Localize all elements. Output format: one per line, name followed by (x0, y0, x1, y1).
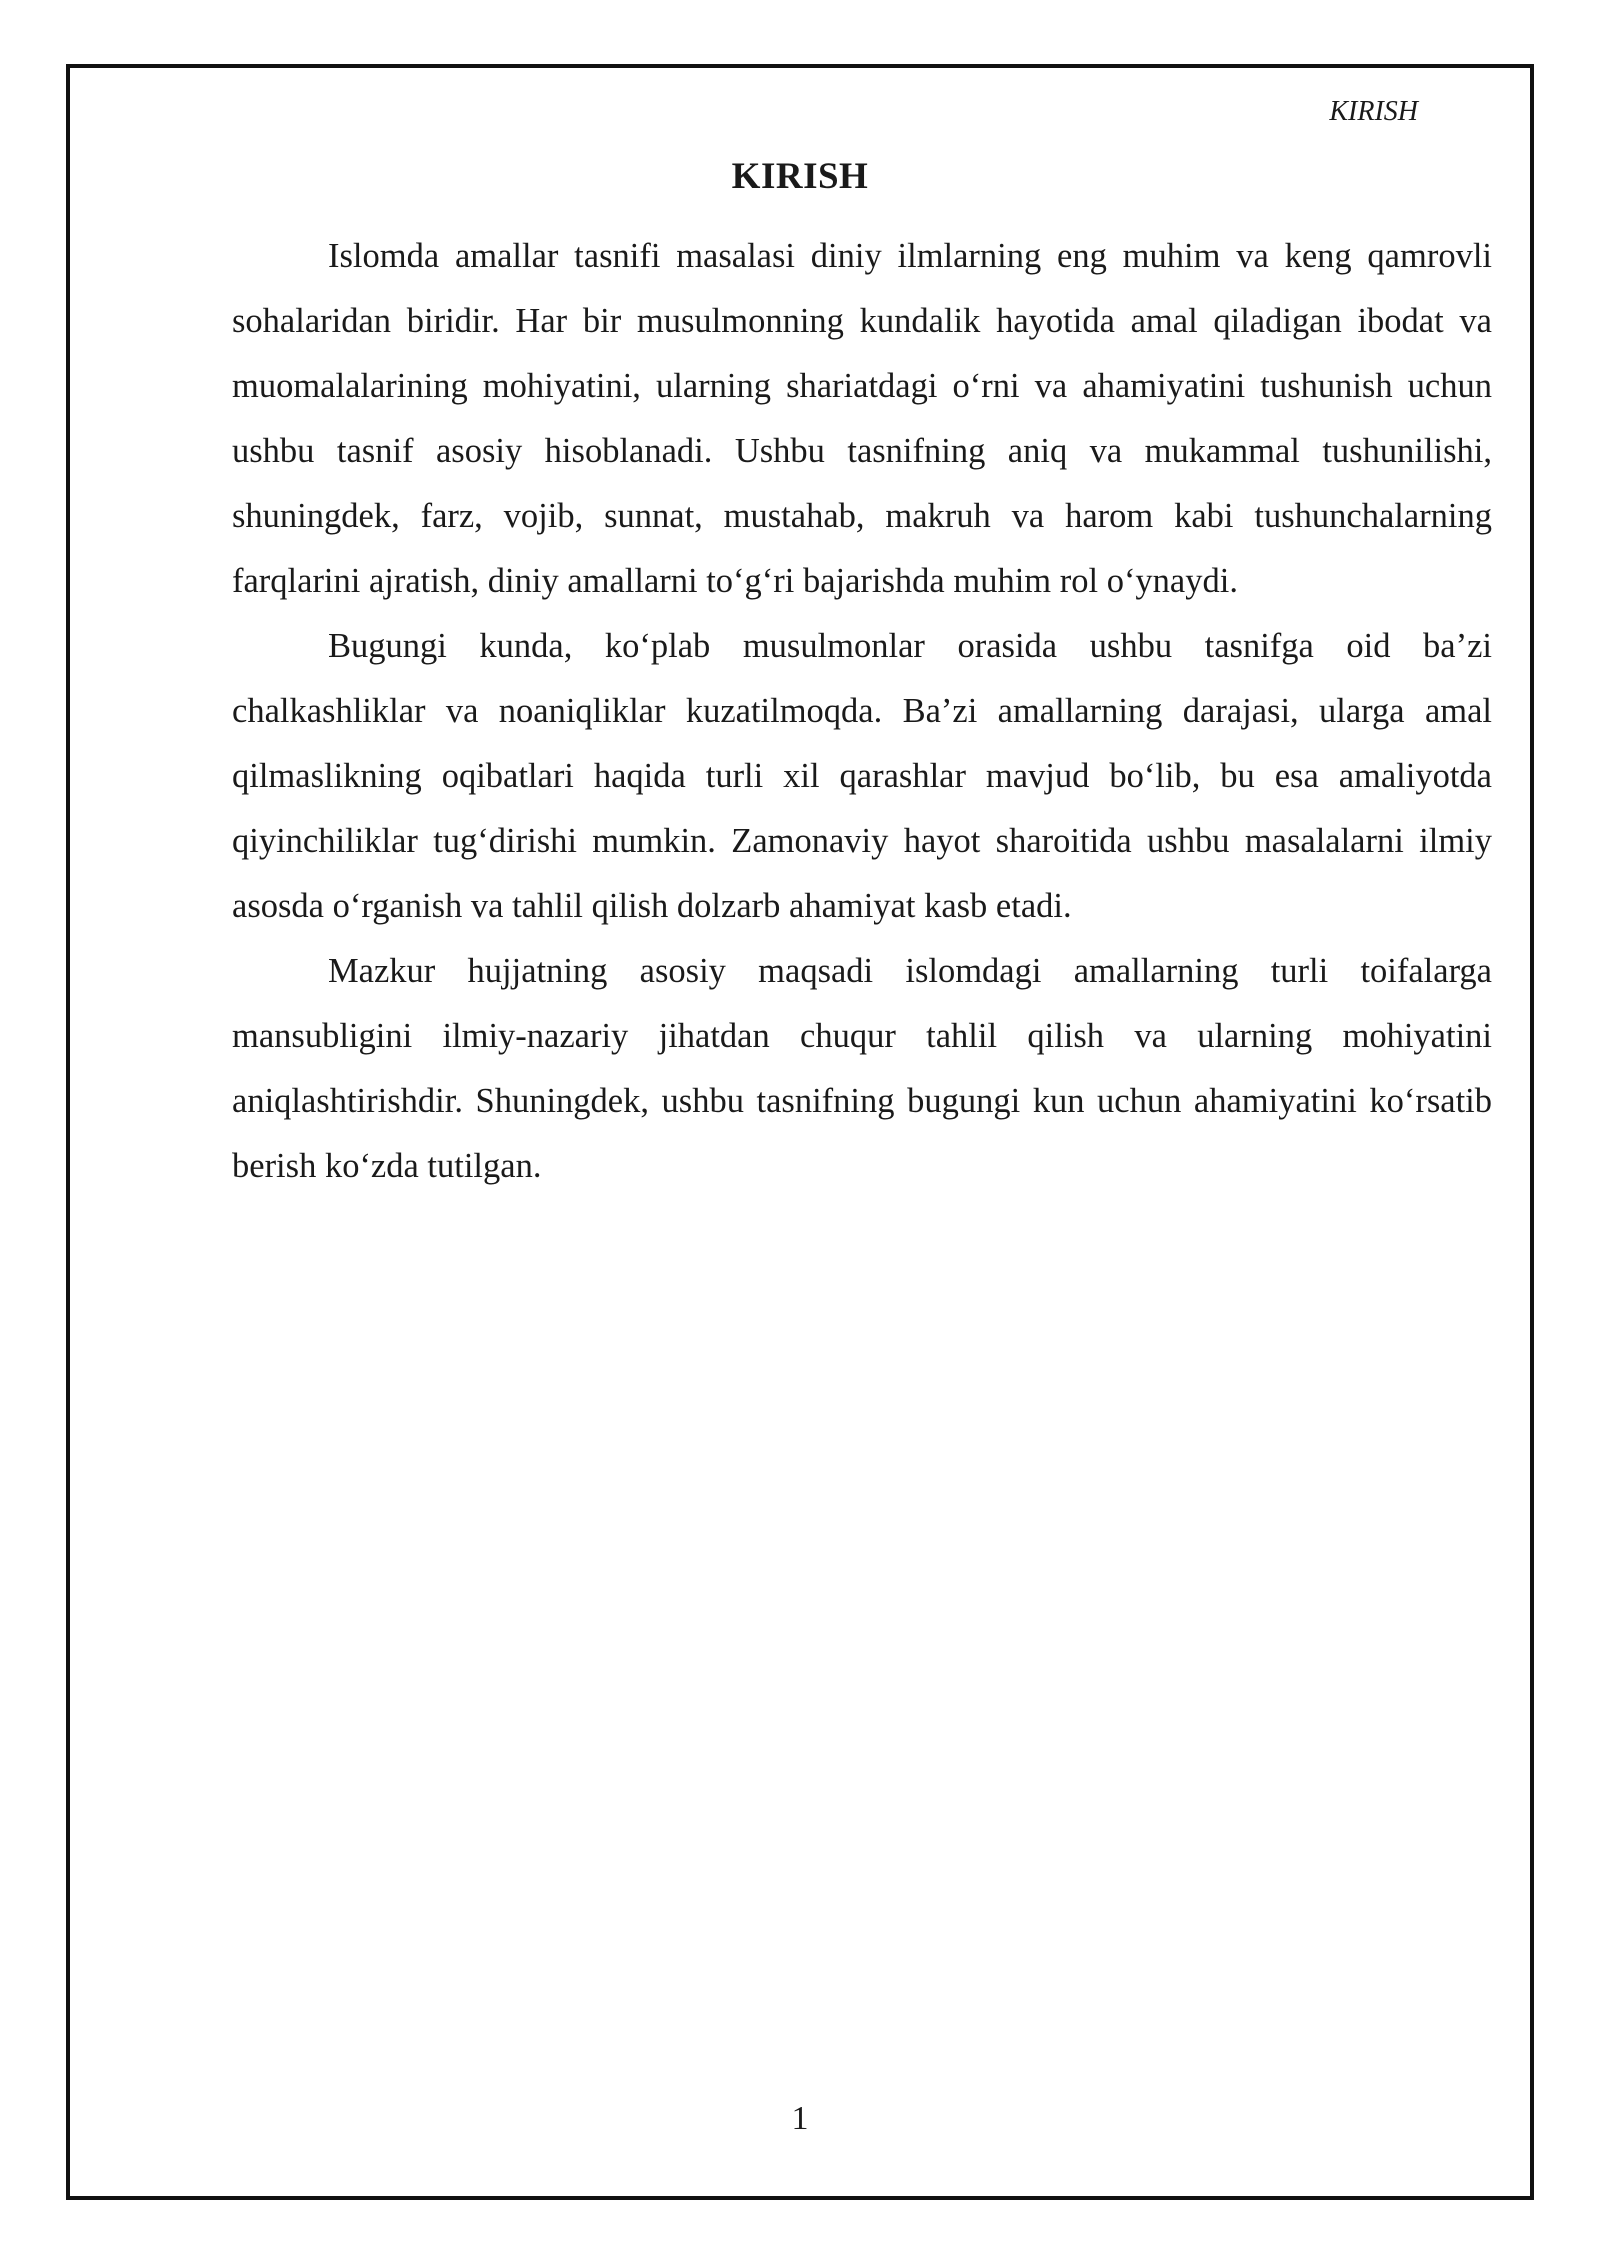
paragraph-2: Bugungi kunda, ko‘plab musulmonlar orasida ushbu tasnifga oid ba’zi chalkashliklar va noaniqliklar kuzatilmoqda. Ba’zi amallarning darajasi, ularga amal qilmaslikning oqibatlari haqida turli xil qarashlar mavjud bo‘lib, bu esa amaliyotda qiyinchiliklar tug‘dirishi mumkin. Zamonaviy hayot sharoitida ushbu masalalarni ilmiy asosda o‘rganish va tahlil qilish dolzarb ahamiyat kasb etadi. (232, 627, 1492, 925)
paragraph-3: Mazkur hujjatning asosiy maqsadi islomdagi amallarning turli toifalarga mansubligini ilmiy-nazariy jihatdan chuqur tahlil qilish va ularning mohiyatini aniqlashtirishdir. Shuningdek, ushbu tasnifning bugungi kun uchun ahamiyatini ko‘rsatib berish ko‘zda tutilgan. (232, 952, 1492, 1185)
running-header: KIRISH (1329, 96, 1418, 127)
page-border (66, 64, 1534, 2200)
page-number: 1 (791, 2100, 809, 2137)
page-title: KIRISH (731, 156, 869, 197)
body-text (232, 224, 1492, 1199)
paragraph-1: Islomda amallar tasnifi masalasi diniy ilmlarning eng muhim va keng qamrovli sohalaridan biridir. Har bir musulmonning kundalik hayotida amal qiladigan ibodat va muomalalarining mohiyatini, ularning shariatdagi o‘rni va ahamiyatini tushunish uchun ushbu tasnif asosiy hisoblanadi. Ushbu tasnifning aniq va mukammal tushunilishi, shuningdek, farz, vojib, sunnat, mustahab, makruh va harom kabi tushunchalarning farqlarini ajratish, diniy amallarni to‘g‘ri bajarishda muhim rol o‘ynaydi. (232, 237, 1492, 600)
